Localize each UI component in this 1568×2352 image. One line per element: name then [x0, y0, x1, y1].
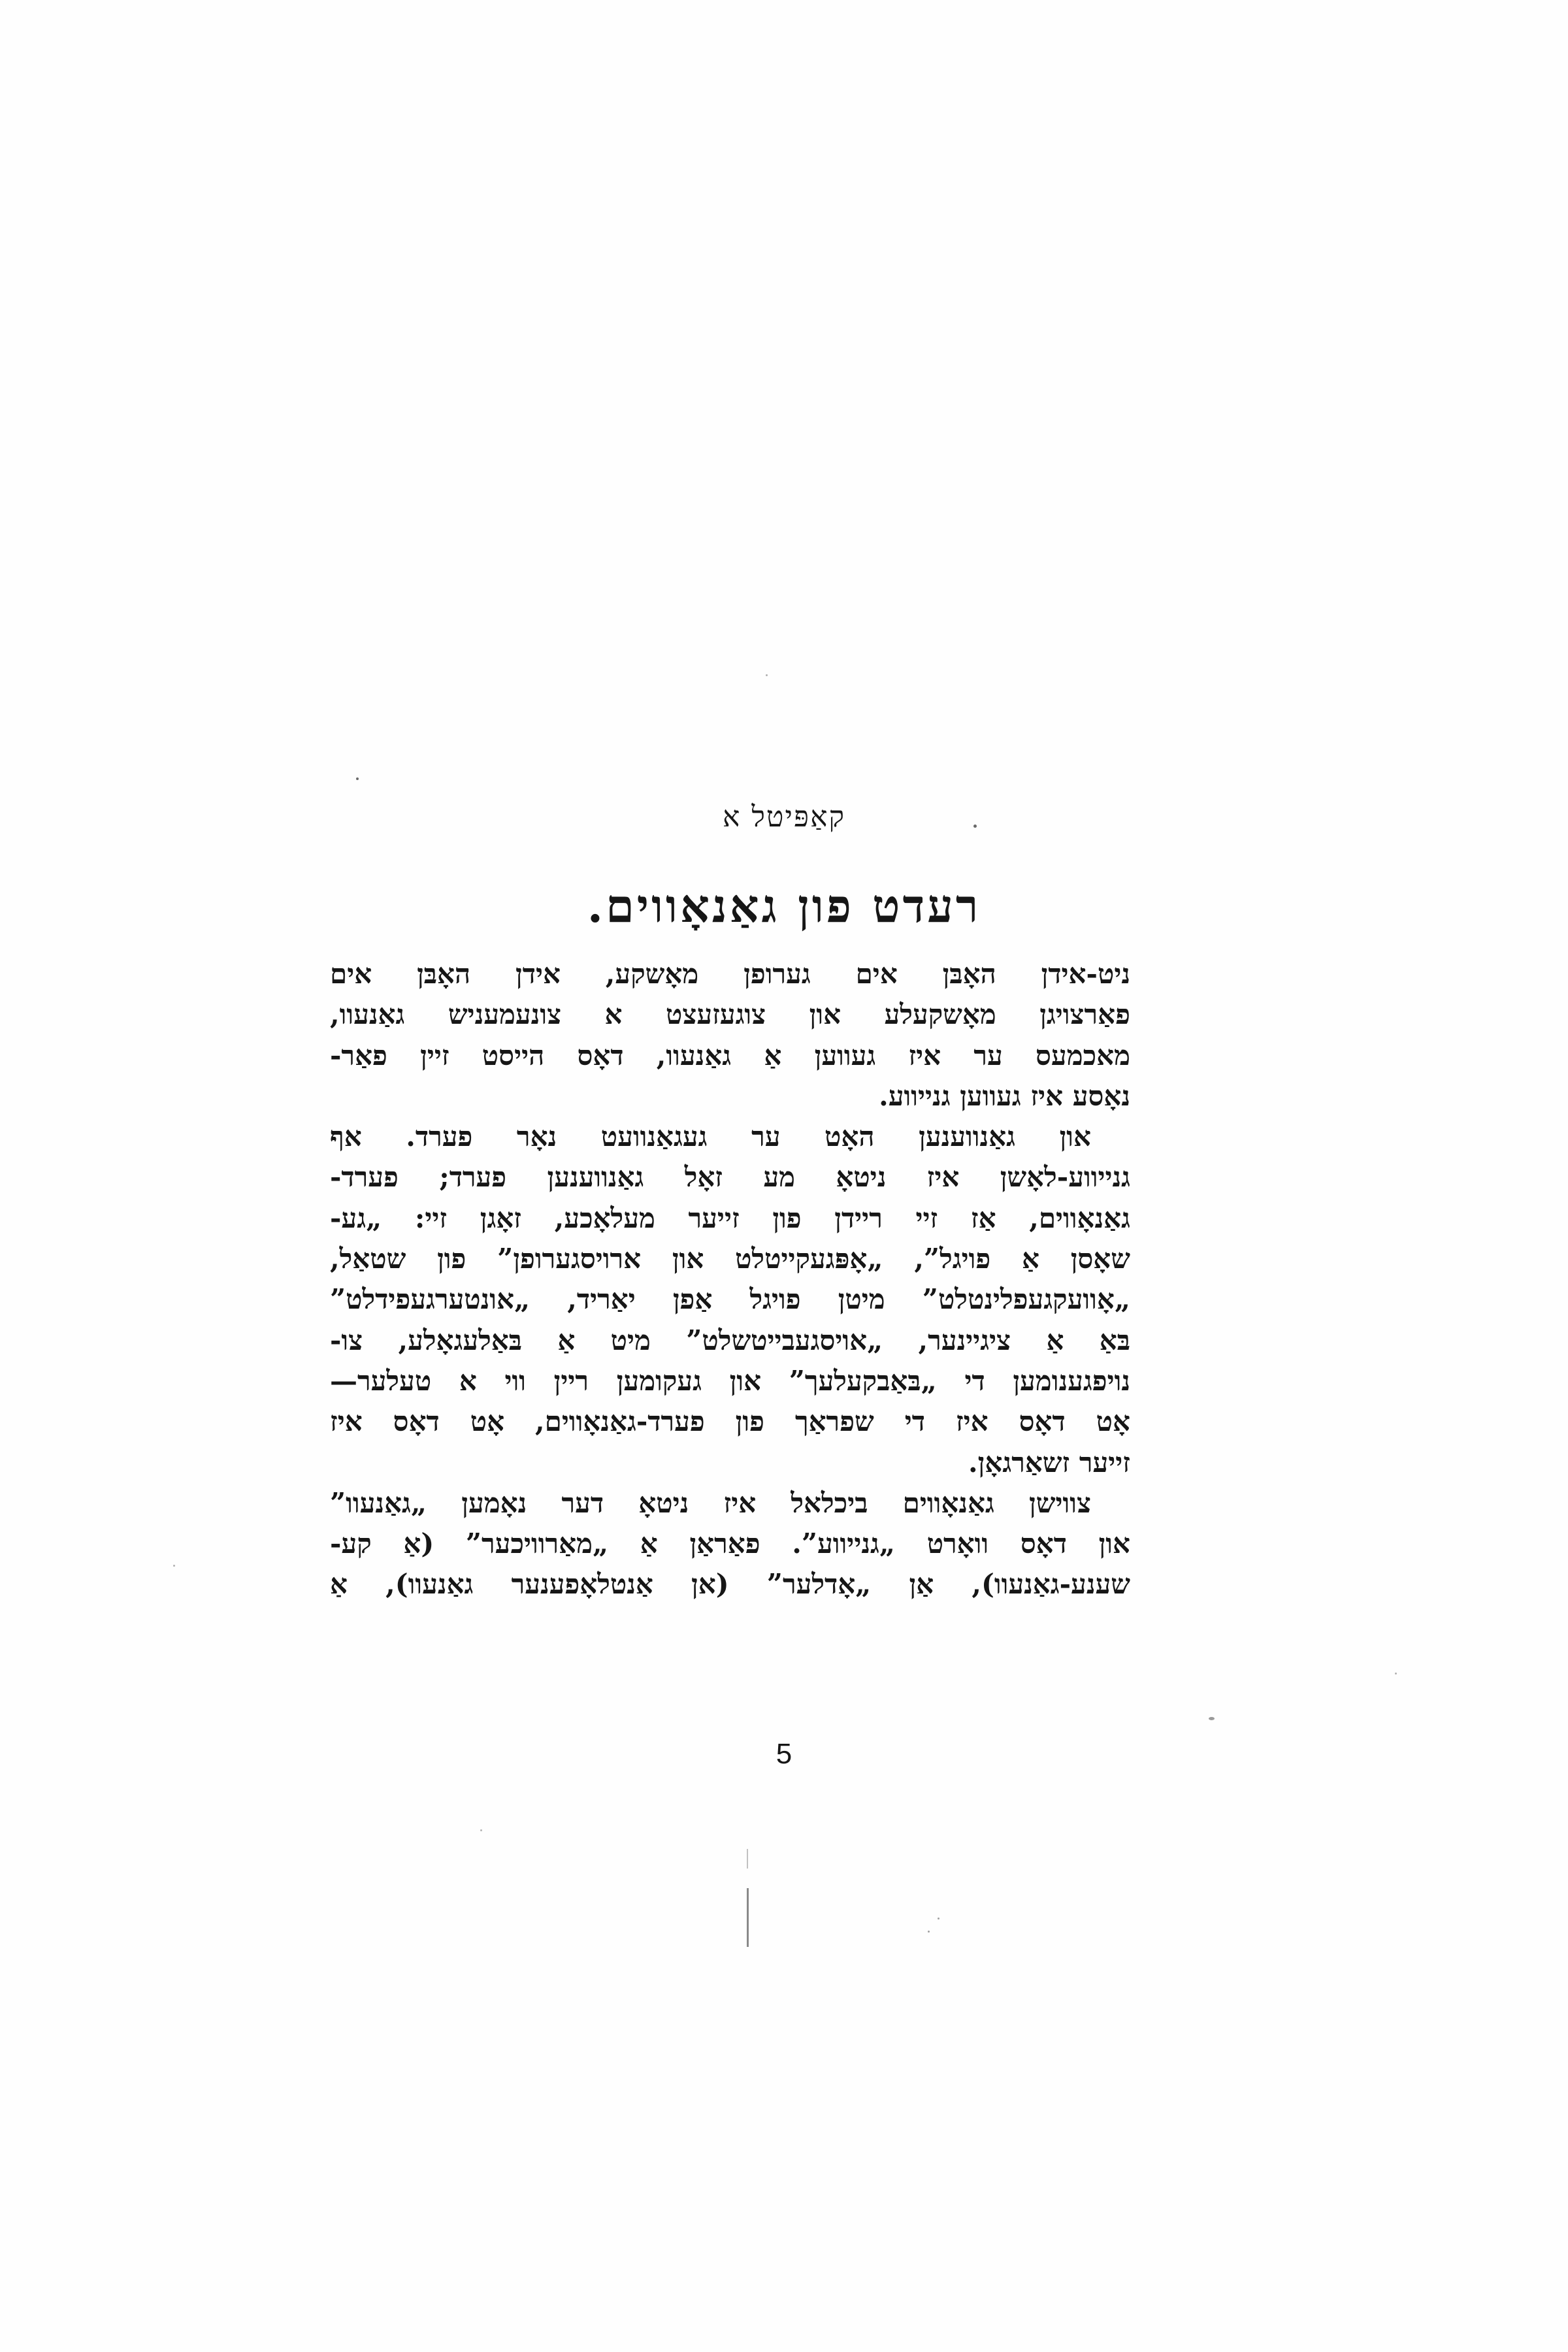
- scan-speck: [356, 777, 359, 780]
- paragraph: [330, 1483, 1130, 1605]
- text-line: שענע-גאַנעוו), אַן „אָדלער” (אן אַנטלאָפענער גאַנעוו), אַ: [330, 1568, 1130, 1601]
- text-line: פאַרצויגן מאָשקעלע און צוגעזעצט א צונעמעניש גאַנעוו,: [330, 998, 1130, 1031]
- scan-speck: [938, 1918, 939, 1919]
- scan-speck: [973, 825, 977, 828]
- text-line: מאכמעס ער איז געווען אַ גאַנעוו, דאָס הייסט זיין פאַר-: [330, 1039, 1130, 1071]
- text-line: גאַנאָווים, אַז זיי ריידן פון זייער מעלאָכע, זאָגן זיי: „גע-: [330, 1201, 1130, 1234]
- scan-speck: [173, 1565, 175, 1567]
- text-line: ניט-אידן האָבּן אים גערופן מאָשקע, אידן האָבּן אים: [330, 958, 1130, 990]
- text-line: נאָסע איז געווען גנייווע.: [879, 1079, 1130, 1112]
- text-line: גנייווע-לאָשן איז ניטאָ מע זאָל גאַנווענען פערד; פערד-: [330, 1161, 1130, 1194]
- text-line: „אָוועקגעפלינטלט” מיטן פויגל אַפן יאַריד, „אונטערגעפידלט”: [330, 1283, 1130, 1316]
- scan-speck: [928, 1931, 930, 1933]
- text-line: אָט דאָס איז די שפראַך פון פערד-גאַנאָווים, אָט דאָס איז: [330, 1405, 1130, 1438]
- scan-speck: [1209, 1717, 1215, 1720]
- text-line: און גאַנווענען האָט ער געגאַנוועט נאָר פערד. אף: [330, 1120, 1091, 1153]
- paragraph: [330, 1117, 1130, 1483]
- scan-line: [747, 1888, 749, 1947]
- text-line: זייער זשאַרגאָן.: [968, 1446, 1130, 1478]
- chapter-title: רעדט פון גאַנאָווים.: [587, 879, 981, 933]
- scan-speck: [1395, 1673, 1397, 1674]
- chapter-label: קאַפּיטל א: [722, 800, 846, 834]
- text-line: נויפגענומען די „בּאַבקעלעך” און געקומען ריין ווי א טעלער—: [330, 1364, 1130, 1397]
- scan-speck: [766, 674, 768, 676]
- text-line: שאָסן אַ פויגל”, „אָפּגעקייטלט און ארויסגערופן” פון שטאַל,: [330, 1243, 1130, 1275]
- text-line: בּאַ אַ ציגיינער, „אויסגעבייטשלט” מיט אַ בּאַלעגאָלע, צו-: [330, 1324, 1130, 1356]
- scan-speck: [480, 1829, 482, 1831]
- paragraph: [330, 954, 1130, 1117]
- text-line: צווישן גאַנאָווים ביכלאל איז ניטאָ דער נאָמען „גאַנעוו”: [330, 1486, 1091, 1519]
- page-number: 5: [776, 1738, 792, 1770]
- scan-line: [747, 1849, 748, 1869]
- body-text: [330, 954, 1130, 1605]
- text-line: און דאָס וואָרט „גנייווע”. פאַראַן אַ „מאַרוויכער” (אַ קע-: [330, 1527, 1130, 1560]
